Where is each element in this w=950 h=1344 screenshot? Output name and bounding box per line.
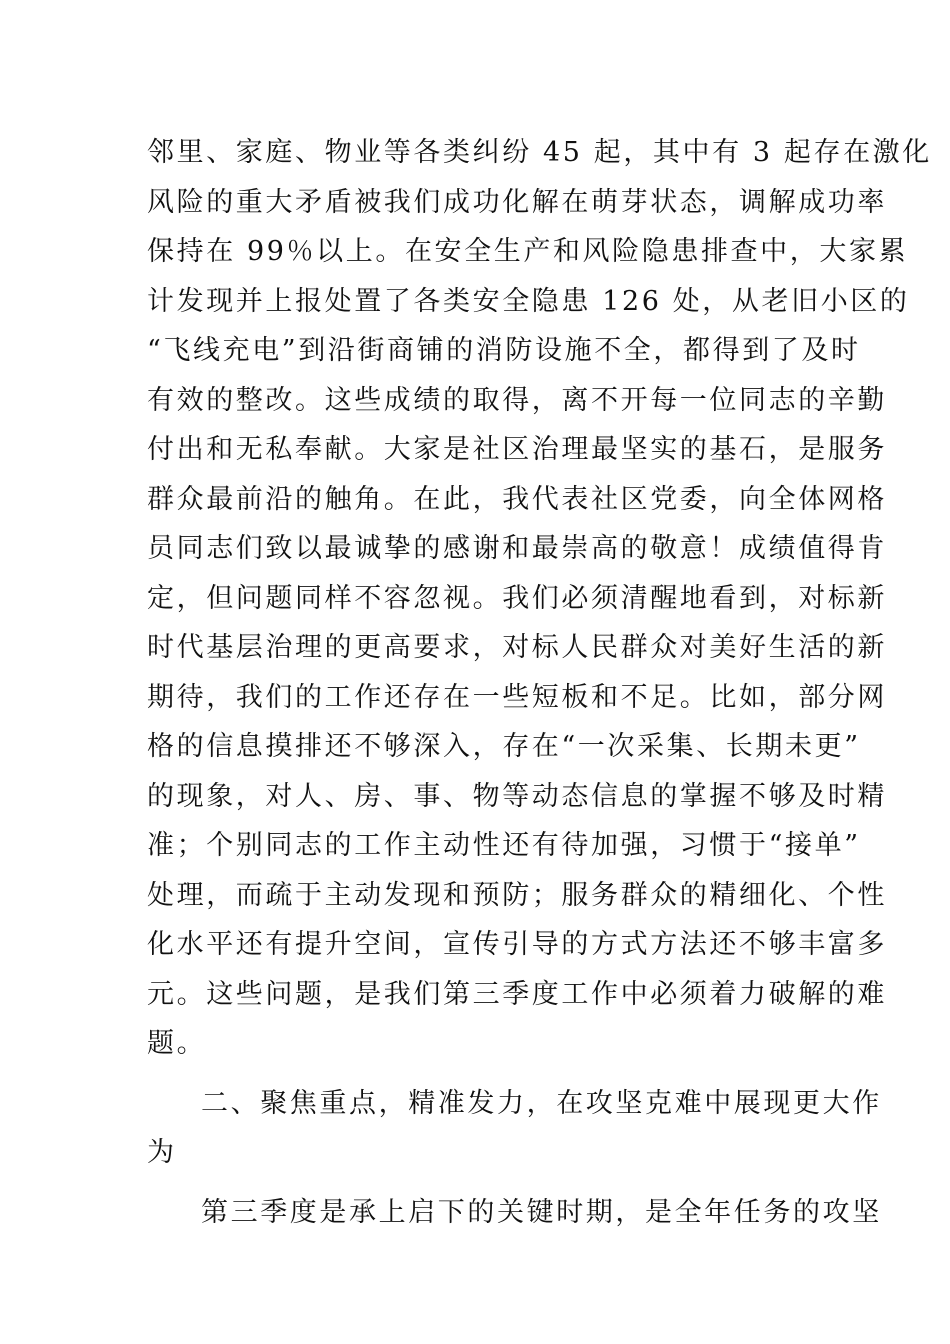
text-line: 风险的重大矛盾被我们成功化解在萌芽状态，调解成功率 <box>147 186 887 218</box>
body-paragraph <box>147 128 932 1069</box>
text-line: 准；个别同志的工作主动性还有待加强，习惯于“接单” <box>147 830 861 861</box>
heading-line: 为 <box>147 1137 177 1168</box>
text-line: 保持在 99％以上。在安全生产和风险隐患排查中，大家累 <box>147 236 909 267</box>
paragraph-gap <box>147 1178 807 1188</box>
heading-line: 二、聚焦重点，精准发力，在攻坚克难中展现更大作 <box>201 1087 882 1119</box>
text-line: 有效的整改。这些成绩的取得，离不开每一位同志的辛勤 <box>147 384 887 416</box>
text-line: 群众最前沿的触角。在此，我代表社区党委，向全体网格 <box>147 483 887 515</box>
text-line: 邻里、家庭、物业等各类纠纷 45 起，其中有 3 起存在激化 <box>147 137 932 168</box>
text-line: 计发现并上报处置了各类安全隐患 126 处，从老旧小区的 <box>147 285 910 317</box>
section-heading <box>147 1079 882 1178</box>
body-paragraph <box>147 1188 882 1238</box>
text-line: 第三季度是承上启下的关键时期，是全年任务的攻坚 <box>201 1196 882 1228</box>
text-line: 期待，我们的工作还存在一些短板和不足。比如，部分网 <box>147 681 887 713</box>
paragraph-gap <box>147 1069 807 1079</box>
text-line: 定，但问题同样不容忽视。我们必须清醒地看到，对标新 <box>147 582 887 614</box>
text-line: 时代基层治理的更高要求，对标人民群众对美好生活的新 <box>147 632 887 663</box>
text-line: 题。 <box>147 1028 207 1059</box>
text-line: 元。这些问题，是我们第三季度工作中必须着力破解的难 <box>147 978 887 1010</box>
text-line: 处理，而疏于主动发现和预防；服务群众的精细化、个性 <box>147 879 887 911</box>
text-line: 格的信息摸排还不够深入，存在“一次采集、长期未更” <box>147 731 861 762</box>
text-line: 化水平还有提升空间，宣传引导的方式方法还不够丰富多 <box>147 929 887 960</box>
text-line: 员同志们致以最诚挚的感谢和最崇高的敬意！成绩值得肯 <box>147 533 887 564</box>
document-body <box>147 128 932 1237</box>
text-line: 的现象，对人、房、事、物等动态信息的掌握不够及时精 <box>147 780 887 812</box>
text-line: 付出和无私奉献。大家是社区治理最坚实的基石，是服务 <box>147 434 887 465</box>
text-line: “飞线充电”到沿街商铺的消防设施不全，都得到了及时 <box>147 335 861 366</box>
